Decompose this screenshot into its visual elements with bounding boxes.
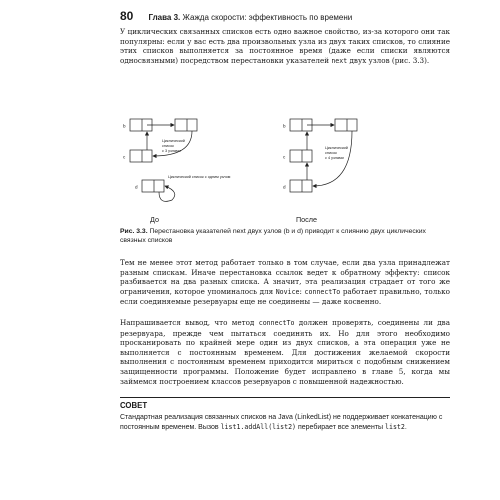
code-next: next — [331, 56, 348, 65]
paragraph-1-text-b: двух узлов (рис. 3.3). — [347, 55, 430, 65]
tip-title: СОВЕТ — [120, 401, 148, 410]
note-before-bottom: Циклический список с одним узлом — [168, 175, 231, 179]
note-after-2: список — [325, 151, 337, 155]
code-list2: list2 — [385, 422, 405, 431]
paragraph-3-text-b: должен проверять, соединены ли два резервуара, прежде чем пытаться соединять их. Но для этого необходимо просканировать по крайней мере один из двух списков, а эта операция уже не выполняется с постоянным временем. Для достижения желаемой скорости выполнения с постоянным временем приходится мириться с подобным снижением защищенности программы. Положение будет исправлено в главе 5, когда мы займемся построением классов резервуаров с повышенной надежностью. — [120, 318, 450, 386]
paragraph-3 — [120, 318, 450, 386]
running-title — [148, 13, 352, 22]
paragraph-1 — [120, 27, 450, 66]
page-header — [120, 5, 460, 23]
paragraph-2-text-a: Тем не менее этот метод работает только в том случае, если два узла принадлежат разным спискам. Иначе перестановка ссылок ведет к обратному эффекту: список разбивается на два разных списка. А значит, эта реализация страдает от того же ограничения, которое упоминалось для — [120, 258, 450, 296]
tip-text — [120, 413, 450, 432]
node-label: b — [283, 123, 286, 129]
node-box — [335, 119, 357, 131]
chapter-label: Глава 3. — [148, 13, 181, 22]
paragraph-3-text-a: Напрашивается вывод, что метод — [120, 318, 259, 327]
node-label: d — [135, 184, 138, 190]
node-box — [290, 180, 312, 192]
note-after-1: Циклический — [325, 146, 348, 150]
node-box — [290, 150, 312, 162]
node-label: d — [283, 184, 286, 190]
node-box — [130, 150, 152, 162]
note-after-3: с 4 узлами — [325, 156, 344, 160]
paragraph-2-text-c: работает правильно, только если соединяемые резервуары еще не соединены — даже косвенно. — [120, 286, 450, 307]
tip-text-c: . — [404, 423, 407, 431]
caption-text: Перестановка указателей next двух узлов (b и d) приводит к слиянию двух циклических связных списков — [120, 228, 426, 244]
tip-text-a: Стандартная реализация связанных списков на Java (LinkedList) не поддерживает конкатенацию с постоянным временем. Вызов — [120, 414, 443, 431]
label-before: До — [150, 215, 159, 224]
node-label: c — [123, 154, 126, 160]
tip-text-b: перебирает все элементы — [296, 423, 385, 431]
chapter-title: Жажда скорости: эффективность по времени — [182, 13, 353, 22]
code-connectto: connectTo — [258, 319, 295, 327]
code-novice: Novice — [275, 287, 300, 296]
figure-3-3 — [120, 112, 450, 232]
note-before-top-2: список — [162, 144, 174, 148]
code-connectto: connectTo — [304, 287, 341, 296]
caption-label: Рис. 3.3. — [120, 228, 148, 235]
label-after: После — [296, 215, 317, 224]
code-addall: list1.addAll(list2) — [220, 422, 297, 431]
figure-caption — [120, 227, 450, 245]
node-box — [175, 119, 197, 131]
note-before-top-1: Циклический — [162, 139, 185, 143]
paragraph-2 — [120, 258, 450, 307]
page-number: 80 — [120, 9, 134, 23]
node-box — [142, 180, 164, 192]
paragraph-1-text-a: У циклических связанных списков есть одно важное свойство, из-за которого они так популярны: если у вас есть два произвольных узла из двух таких списков, то слияние этих списков выполняется за постоянное время (даже если списки являются односвязными) посредством перестановки указателей — [120, 27, 450, 65]
tip-divider — [120, 397, 450, 398]
note-before-top-3: с 3 узлами — [162, 149, 181, 153]
paragraph-2-text-b: : — [299, 286, 305, 296]
node-label: c — [283, 154, 286, 160]
node-label: b — [123, 123, 126, 129]
